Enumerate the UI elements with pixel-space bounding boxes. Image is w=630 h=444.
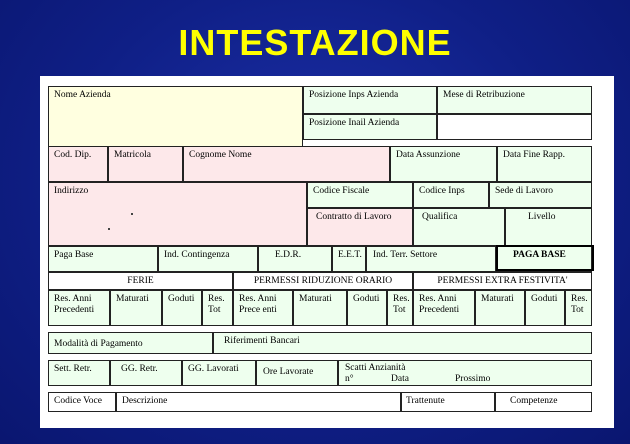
field-livello: Livello <box>505 208 592 246</box>
header-permessi-extra: PERMESSI EXTRA FESTIVITA' <box>413 272 592 290</box>
field-gg-lavorati: GG. Lavorati <box>182 360 256 386</box>
field-codice-inps: Codice Inps <box>413 182 489 208</box>
payslip-header-form <box>40 76 614 428</box>
field-qualifica: Qualifica <box>413 208 505 246</box>
field-goduti-permessi: Goduti <box>347 290 387 326</box>
col-codice-voce: Codice Voce <box>48 392 116 412</box>
field-codice-fiscale: Codice Fiscale <box>307 182 413 208</box>
field-goduti-ferie: Goduti <box>162 290 202 326</box>
field-edr: E.D.R. <box>258 246 332 272</box>
field-paga-base: Paga Base <box>48 246 158 272</box>
field-ind-terr-settore: Ind. Terr. Settore <box>366 246 496 272</box>
field-data-assunzione: Data Assunzione <box>390 146 497 182</box>
field-res-anni-extra: Res. Anni Precedenti <box>413 290 475 326</box>
field-nome-azienda: Nome Azienda <box>48 86 303 150</box>
field-ind-contingenza: Ind. Contingenza <box>158 246 258 272</box>
field-maturati-ferie: Maturati <box>110 290 162 326</box>
field-maturati-extra: Maturati <box>475 290 525 326</box>
field-paga-base-caps: PAGA BASE <box>496 246 592 272</box>
field-sett-retr: Sett. Retr. <box>48 360 110 386</box>
field-scatti-anzianita: Scatti Anzianità n° Data Prossimo <box>338 360 592 386</box>
field-res-tot-extra: Res. Tot <box>565 290 592 326</box>
col-competenze: Competenze <box>495 392 592 412</box>
field-indirizzo: Indirizzo <box>48 182 307 246</box>
field-riferimenti-bancari: Riferimenti Bancari <box>213 332 592 354</box>
field-goduti-extra: Goduti <box>525 290 565 326</box>
page-title: INTESTAZIONE <box>178 22 452 63</box>
field-gg-retr: GG. Retr. <box>110 360 182 386</box>
field-eet: E.E.T. <box>332 246 366 272</box>
field-data-fine-rapp: Data Fine Rapp. <box>497 146 592 182</box>
field-mese-retribuzione: Mese di Retribuzione <box>437 86 592 114</box>
field-res-anni-precedenti-ferie: Res. Anni Precedenti <box>48 290 110 326</box>
col-trattenute: Trattenute <box>401 392 495 412</box>
field-res-tot-ferie: Res. Tot <box>202 290 233 326</box>
field-res-anni-permessi: Res. Anni Prece enti <box>233 290 293 326</box>
header-permessi-riduzione: PERMESSI RIDUZIONE ORARIO <box>233 272 413 290</box>
col-descrizione: Descrizione <box>116 392 401 412</box>
field-cod-dip: Cod. Dip. <box>48 146 108 182</box>
header-ferie: FERIE <box>48 272 233 290</box>
field-res-tot-permessi: Res. Tot <box>387 290 413 326</box>
field-contratto-lavoro: Contratto di Lavoro <box>307 208 413 246</box>
field-cognome-nome: Cognome Nome <box>183 146 390 182</box>
field-posizione-inps: Posizione Inps Azienda <box>303 86 437 114</box>
field-maturati-permessi: Maturati <box>293 290 347 326</box>
field-ore-lavorate: Ore Lavorate <box>256 360 338 386</box>
field-posizione-inail-value <box>437 114 592 140</box>
field-sede-lavoro: Sede di Lavoro <box>489 182 592 208</box>
field-posizione-inail: Posizione Inail Azienda <box>303 114 437 140</box>
field-matricola: Matricola <box>108 146 183 182</box>
field-modalita-pagamento: Modalità di Pagamento <box>48 332 213 354</box>
